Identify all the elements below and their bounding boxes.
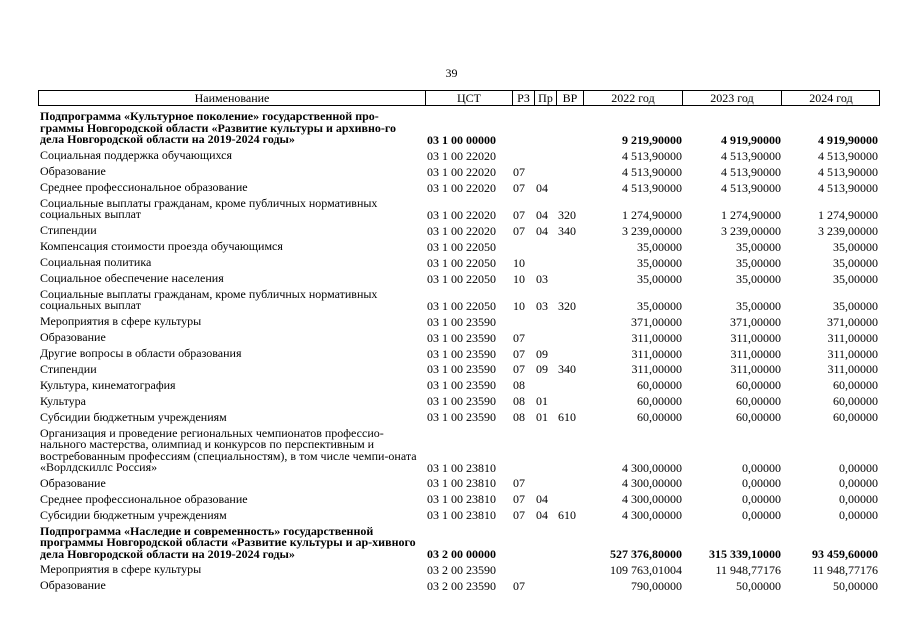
cell-rz: 08 — [513, 410, 525, 425]
table-row — [38, 270, 880, 286]
cell-vr: 610 — [558, 410, 576, 425]
cell-name: Культура, кинематография — [40, 377, 176, 392]
cell-name: Социальная поддержка обучающихся — [40, 148, 233, 163]
cell-2022: 4 300,00000 — [622, 476, 682, 491]
cell-rz: 07 — [513, 330, 525, 345]
table-row — [38, 313, 880, 329]
table-row — [38, 238, 880, 254]
cell-rz: 07 — [513, 476, 525, 491]
header-rz: РЗ — [512, 91, 534, 105]
cell-2024: 311,00000 — [827, 362, 878, 377]
cell-2023: 1 274,90000 — [721, 207, 781, 222]
cell-2023: 315 339,10000 — [709, 547, 781, 562]
cell-2024: 35,00000 — [833, 298, 878, 313]
cell-cst: 03 1 00 23590 — [427, 394, 496, 409]
cell-2023: 311,00000 — [730, 330, 781, 345]
cell-2022: 60,00000 — [637, 410, 682, 425]
cell-rz: 07 — [513, 362, 525, 377]
cell-2022: 35,00000 — [637, 239, 682, 254]
cell-pr: 04 — [536, 223, 548, 238]
cell-2022: 371,00000 — [631, 314, 682, 329]
cell-2022: 4 300,00000 — [622, 492, 682, 507]
cell-2023: 35,00000 — [736, 255, 781, 270]
cell-2024: 311,00000 — [827, 330, 878, 345]
cell-pr: 04 — [536, 207, 548, 222]
header-pr: Пр — [534, 91, 556, 105]
cell-pr: 03 — [536, 271, 548, 286]
header-2024: 2024 год — [781, 91, 880, 105]
cell-cst: 03 1 00 22020 — [427, 223, 496, 238]
cell-cst: 03 1 00 22050 — [427, 239, 496, 254]
cell-2024: 35,00000 — [833, 239, 878, 254]
cell-2024: 4 513,90000 — [818, 148, 878, 163]
cell-2024: 0,00000 — [839, 460, 878, 475]
header-vr: ВР — [556, 91, 583, 105]
cell-2024: 4 513,90000 — [818, 180, 878, 195]
table-row — [38, 522, 880, 561]
cell-2023: 4 513,90000 — [721, 180, 781, 195]
cell-2022: 311,00000 — [631, 346, 682, 361]
table-body — [38, 108, 880, 593]
cell-pr: 03 — [536, 298, 548, 313]
cell-cst: 03 2 00 23590 — [427, 578, 496, 593]
cell-2023: 50,00000 — [736, 578, 781, 593]
cell-2023: 35,00000 — [736, 298, 781, 313]
cell-name: Подпрограмма «Наследие и современность» государственной программы Новгородской области «Развитие культуры и ар-хивного дела Новгородской области на 2019-2024 годы» — [40, 523, 416, 561]
cell-cst: 03 1 00 22050 — [427, 255, 496, 270]
cell-vr: 320 — [558, 298, 576, 313]
cell-name: Образование — [40, 330, 106, 345]
cell-2023: 35,00000 — [736, 239, 781, 254]
cell-2023: 0,00000 — [742, 460, 781, 475]
cell-2024: 50,00000 — [833, 578, 878, 593]
cell-pr: 01 — [536, 410, 548, 425]
cell-cst: 03 1 00 23810 — [427, 476, 496, 491]
table-row — [38, 392, 880, 408]
header-cst: ЦСТ — [425, 91, 512, 105]
cell-2022: 3 239,00000 — [622, 223, 682, 238]
cell-2022: 35,00000 — [637, 255, 682, 270]
cell-rz: 08 — [513, 378, 525, 393]
cell-2022: 4 513,90000 — [622, 148, 682, 163]
table-row — [38, 361, 880, 377]
table-row — [38, 506, 880, 522]
cell-cst: 03 1 00 23590 — [427, 362, 496, 377]
cell-2023: 371,00000 — [730, 314, 781, 329]
page-number: 39 — [445, 66, 458, 80]
cell-2022: 4 300,00000 — [622, 508, 682, 523]
table-row — [38, 286, 880, 313]
cell-name: Социальные выплаты гражданам, кроме публичных нормативных социальных выплат — [40, 286, 378, 313]
cell-pr: 04 — [536, 508, 548, 523]
cell-2022: 311,00000 — [631, 362, 682, 377]
cell-2022: 9 219,90000 — [622, 132, 682, 147]
table-row — [38, 490, 880, 506]
cell-2024: 4 513,90000 — [818, 164, 878, 179]
table-row — [38, 108, 880, 147]
cell-2024: 60,00000 — [833, 410, 878, 425]
table-row — [38, 222, 880, 238]
cell-cst: 03 2 00 23590 — [427, 562, 496, 577]
cell-cst: 03 1 00 00000 — [427, 132, 496, 147]
table-row — [38, 577, 880, 593]
cell-cst: 03 1 00 23590 — [427, 410, 496, 425]
table-row — [38, 376, 880, 392]
cell-name: Культура — [40, 393, 86, 408]
cell-vr: 320 — [558, 207, 576, 222]
cell-2024: 35,00000 — [833, 255, 878, 270]
cell-2022: 35,00000 — [637, 271, 682, 286]
cell-2024: 3 239,00000 — [818, 223, 878, 238]
cell-cst: 03 1 00 23590 — [427, 314, 496, 329]
cell-name: Социальные выплаты гражданам, кроме публичных нормативных социальных выплат — [40, 195, 378, 222]
cell-cst: 03 1 00 23590 — [427, 330, 496, 345]
cell-2022: 527 376,80000 — [610, 547, 682, 562]
cell-2023: 3 239,00000 — [721, 223, 781, 238]
cell-cst: 03 1 00 22050 — [427, 271, 496, 286]
cell-pr: 09 — [536, 362, 548, 377]
cell-rz: 08 — [513, 394, 525, 409]
cell-2024: 0,00000 — [839, 476, 878, 491]
cell-2024: 0,00000 — [839, 492, 878, 507]
cell-cst: 03 1 00 23810 — [427, 508, 496, 523]
cell-2022: 4 300,00000 — [622, 460, 682, 475]
cell-rz: 07 — [513, 207, 525, 222]
cell-name: Другие вопросы в области образования — [40, 346, 242, 361]
cell-name: Образование — [40, 164, 106, 179]
cell-cst: 03 1 00 22020 — [427, 148, 496, 163]
table-row — [38, 195, 880, 222]
table-row — [38, 254, 880, 270]
cell-2022: 4 513,90000 — [622, 180, 682, 195]
table-row — [38, 345, 880, 361]
cell-cst: 03 1 00 23810 — [427, 492, 496, 507]
cell-name: Среднее профессиональное образование — [40, 180, 248, 195]
cell-cst: 03 2 00 00000 — [427, 547, 496, 562]
cell-rz: 10 — [513, 298, 525, 313]
cell-name: Стипендии — [40, 361, 97, 376]
cell-pr: 04 — [536, 492, 548, 507]
cell-2024: 93 459,60000 — [812, 547, 878, 562]
table-row — [38, 475, 880, 491]
cell-vr: 340 — [558, 223, 576, 238]
cell-2022: 109 763,01004 — [610, 562, 682, 577]
cell-2023: 60,00000 — [736, 410, 781, 425]
cell-2022: 790,00000 — [631, 578, 682, 593]
cell-cst: 03 1 00 23590 — [427, 346, 496, 361]
table-row — [38, 329, 880, 345]
cell-name: Образование — [40, 578, 106, 593]
cell-2022: 35,00000 — [637, 298, 682, 313]
header-2022: 2022 год — [583, 91, 682, 105]
cell-name: Социальная политика — [40, 255, 152, 270]
cell-2022: 60,00000 — [637, 394, 682, 409]
cell-2023: 35,00000 — [736, 271, 781, 286]
cell-2023: 311,00000 — [730, 346, 781, 361]
cell-2023: 0,00000 — [742, 508, 781, 523]
cell-rz: 07 — [513, 578, 525, 593]
cell-2024: 0,00000 — [839, 508, 878, 523]
cell-rz: 10 — [513, 271, 525, 286]
cell-name: Мероприятия в сфере культуры — [40, 562, 202, 577]
cell-name: Образование — [40, 475, 106, 490]
table-row — [38, 561, 880, 577]
cell-2024: 1 274,90000 — [818, 207, 878, 222]
cell-rz: 07 — [513, 508, 525, 523]
cell-2023: 311,00000 — [730, 362, 781, 377]
cell-2023: 4 513,90000 — [721, 164, 781, 179]
header-2023: 2023 год — [682, 91, 781, 105]
cell-2024: 35,00000 — [833, 271, 878, 286]
cell-rz: 07 — [513, 346, 525, 361]
table-row — [38, 424, 880, 474]
cell-cst: 03 1 00 22050 — [427, 298, 496, 313]
cell-pr: 09 — [536, 346, 548, 361]
cell-2023: 11 948,77176 — [715, 562, 781, 577]
header-name: Наименование — [194, 91, 270, 105]
cell-2024: 4 919,90000 — [818, 132, 878, 147]
cell-vr: 340 — [558, 362, 576, 377]
cell-2024: 311,00000 — [827, 346, 878, 361]
cell-pr: 01 — [536, 394, 548, 409]
cell-2023: 0,00000 — [742, 476, 781, 491]
cell-2022: 311,00000 — [631, 330, 682, 345]
cell-2023: 4 513,90000 — [721, 148, 781, 163]
cell-rz: 07 — [513, 180, 525, 195]
cell-name: Субсидии бюджетным учреждениям — [40, 507, 227, 522]
cell-2023: 60,00000 — [736, 394, 781, 409]
cell-2023: 0,00000 — [742, 492, 781, 507]
cell-name: Субсидии бюджетным учреждениям — [40, 409, 227, 424]
cell-rz: 07 — [513, 223, 525, 238]
table-row — [38, 163, 880, 179]
cell-name: Среднее профессиональное образование — [40, 491, 248, 506]
cell-name: Социальное обеспечение населения — [40, 271, 224, 286]
cell-name: Стипендии — [40, 223, 97, 238]
cell-2022: 1 274,90000 — [622, 207, 682, 222]
cell-2024: 371,00000 — [827, 314, 878, 329]
cell-2024: 11 948,77176 — [812, 562, 878, 577]
cell-cst: 03 1 00 22020 — [427, 180, 496, 195]
cell-rz: 07 — [513, 164, 525, 179]
cell-rz: 10 — [513, 255, 525, 270]
cell-2024: 60,00000 — [833, 394, 878, 409]
table-row — [38, 147, 880, 163]
cell-name: Организация и проведение региональных чемпионатов профессио-нального мастерства, олимпиад и конкурсов по перспективным и востребованным профессиям (специальностям), в том числе чемпи-оната «Ворлдскиллс Россия» — [40, 425, 417, 475]
cell-vr: 610 — [558, 508, 576, 523]
cell-name: Компенсация стоимости проезда обучающимся — [40, 239, 283, 254]
cell-name: Мероприятия в сфере культуры — [40, 314, 202, 329]
table-row — [38, 179, 880, 195]
cell-cst: 03 1 00 22020 — [427, 207, 496, 222]
table-header — [38, 90, 880, 106]
table-row — [38, 408, 880, 424]
cell-2023: 60,00000 — [736, 378, 781, 393]
cell-cst: 03 1 00 23590 — [427, 378, 496, 393]
cell-cst: 03 1 00 23810 — [427, 460, 496, 475]
cell-pr: 04 — [536, 180, 548, 195]
cell-name: Подпрограмма «Культурное поколение» государственной про-граммы Новгородской области «Развитие культуры и архивно-го дела Новгородской области на 2019-2024 годы» — [40, 109, 397, 147]
cell-cst: 03 1 00 22020 — [427, 164, 496, 179]
cell-2023: 4 919,90000 — [721, 132, 781, 147]
cell-rz: 07 — [513, 492, 525, 507]
cell-2022: 4 513,90000 — [622, 164, 682, 179]
cell-2022: 60,00000 — [637, 378, 682, 393]
cell-2024: 60,00000 — [833, 378, 878, 393]
